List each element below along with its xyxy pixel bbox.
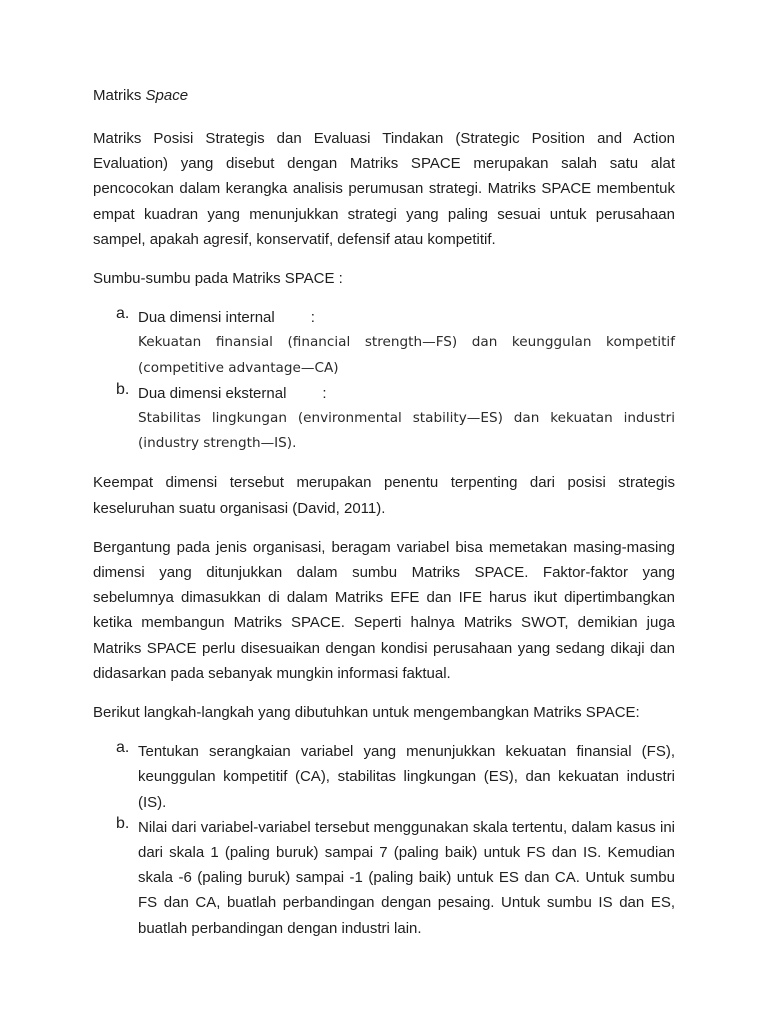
axis-detail: Stabilitas lingkungan (environmental stability—ES) dan kekuatan industri (industry strength—IS). <box>138 410 675 452</box>
axes-intro-paragraph: Sumbu-sumbu pada Matriks SPACE : <box>93 270 343 288</box>
axis-label: Dua dimensi internal <box>138 309 275 327</box>
axis-label: Dua dimensi eksternal <box>138 384 287 402</box>
list-marker: a. <box>116 305 130 323</box>
axes-list-item <box>93 381 675 457</box>
step-text: Nilai dari variabel-variabel tersebut menggunakan skala tertentu, dalam kasus ini dari skala 1 (paling buruk) sampai 7 (paling baik) untuk FS dan IS. Kemudian skala -6 (paling buruk) sampai -1 (paling baik) untuk ES dan CA. Untuk sumbu FS dan CA, buatlah perbandingan dengan pesaing. Untuk sumbu IS dan ES, buatlah perbandingan dengan industri lain. <box>138 818 675 937</box>
title-italic: Space <box>145 87 189 104</box>
dimensions-paragraph: Keempat dimensi tersebut merupakan penentu terpenting dari posisi strategis keseluruhan suatu organisasi (David, 2011). <box>93 474 675 517</box>
steps-intro-paragraph: Berikut langkah-langkah yang dibutuhkan untuk mengembangkan Matriks SPACE: <box>93 704 640 722</box>
intro-paragraph: Matriks Posisi Strategis dan Evaluasi Tindakan (Strategic Position and Action Evaluation) yang disebut dengan Matriks SPACE merupakan salah satu alat pencocokan dalam kerangka analisis perumusan strategi. Matriks SPACE membentuk empat kuadran yang menunjukkan strategi yang paling sesuai untuk perusahaan sampel, apakah agresif, konservatif, defensif atau kompetitif. <box>93 130 675 248</box>
list-marker: a. <box>116 739 130 757</box>
step-text: Tentukan serangkaian variabel yang menunjukkan kekuatan finansial (FS), keunggulan kompetitif (CA), stabilitas lingkungan (ES), dan kekuatan industri (IS). <box>138 743 675 811</box>
list-marker: b. <box>116 814 130 832</box>
steps-list <box>93 739 675 941</box>
variables-paragraph: Bergantung pada jenis organisasi, beragam variabel bisa memetakan masing-masing dimensi yang ditunjukkan dalam sumbu Matriks SPACE. Faktor-faktor yang sebelumnya dimasukkan di dalam Matriks EFE dan IFE harus ikut dipertimbangkan ketika membangun Matriks SPACE. Seperti halnya Matriks SWOT, demikian juga Matriks SPACE perlu disesuaikan dengan kondisi perusahaan yang sedang dikaji dan didasarkan pada sebanyak mungkin informasi faktual. <box>93 538 675 682</box>
axes-list-item <box>93 305 675 381</box>
list-marker: b. <box>116 380 130 398</box>
axis-detail: Kekuatan finansial (financial strength—FS) dan keunggulan kompetitif (competitive advantage—CA) <box>138 334 675 376</box>
steps-list-item <box>93 815 675 941</box>
title-main: Matriks <box>93 87 142 104</box>
axes-list <box>93 305 675 456</box>
document-title <box>93 86 675 106</box>
axis-colon: : <box>322 384 327 402</box>
axis-colon: : <box>310 309 315 327</box>
steps-list-item <box>93 739 675 815</box>
